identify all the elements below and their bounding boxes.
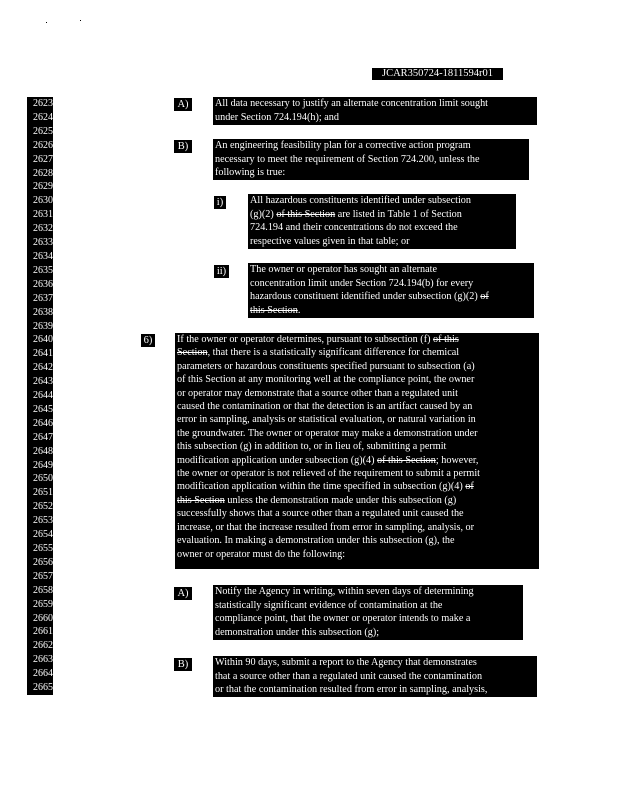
line-number: 2662 bbox=[33, 640, 53, 652]
text-line: The owner or operator has sought an alternate bbox=[250, 264, 437, 275]
text-line: evaluation. In making a demonstration under this subsection (g), the bbox=[177, 535, 455, 547]
text-run: modification application under subsection (g)(4) bbox=[177, 454, 378, 466]
text-run: (g)(2) bbox=[250, 208, 277, 220]
text-line: that a source other than a regulated unit caused the contamination bbox=[215, 670, 483, 682]
text-line: concentration limit under Section 724.194(b) for every bbox=[250, 277, 474, 289]
text-line: following is true: bbox=[215, 167, 286, 179]
line-number: 2664 bbox=[33, 668, 53, 680]
line-number: 2626 bbox=[33, 139, 53, 151]
line-number: 2644 bbox=[33, 390, 53, 402]
item-b-text bbox=[213, 139, 529, 180]
line-number: 2657 bbox=[33, 570, 53, 582]
line-number: 2660 bbox=[33, 612, 53, 624]
item-6b-text bbox=[213, 656, 537, 697]
text-line: caused the contamination or that the detection is an artifact caused by an bbox=[177, 401, 473, 413]
text-line: or that the contamination resulted from error in sampling, analysis, bbox=[215, 684, 488, 696]
text-line: compliance point, that the owner or operator intends to make a bbox=[215, 613, 471, 625]
text-line: All data necessary to justify an alternate concentration limit sought bbox=[215, 98, 488, 109]
text-line: parameters or hazardous constituents specified pursuant to subsection (a) bbox=[177, 360, 475, 372]
item-label-6: 6) bbox=[141, 334, 155, 347]
text-line bbox=[177, 480, 537, 493]
struck-text: of bbox=[465, 481, 474, 493]
text-line bbox=[177, 494, 537, 507]
item-label-b: B) bbox=[174, 140, 192, 153]
line-number: 2633 bbox=[33, 237, 53, 249]
line-number-column bbox=[27, 97, 53, 695]
item-6-text bbox=[175, 333, 539, 569]
line-number: 2651 bbox=[33, 487, 53, 499]
struck-text: of bbox=[480, 291, 489, 303]
line-number: 2639 bbox=[33, 320, 53, 332]
line-number: 2624 bbox=[33, 111, 53, 123]
item-i-text bbox=[248, 194, 516, 249]
line-number: 2653 bbox=[33, 515, 53, 527]
line-number: 2652 bbox=[33, 501, 53, 513]
text-line: An engineering feasibility plan for a corrective action program bbox=[215, 140, 471, 151]
text-line: of this Section at any monitoring well at the compliance point, the owner bbox=[177, 374, 475, 386]
item-label-6a: A) bbox=[174, 587, 192, 600]
line-number: 2642 bbox=[33, 362, 53, 374]
text-run: , that there is a statistically significant difference for chemical bbox=[207, 347, 460, 359]
text-line: owner or operator must do the following: bbox=[177, 548, 346, 560]
line-number: 2647 bbox=[33, 431, 53, 443]
item-label-a: A) bbox=[174, 98, 192, 111]
text-run: modification application within the time specified in subsection (g)(4) bbox=[177, 481, 466, 493]
line-number: 2659 bbox=[33, 598, 53, 610]
line-number: 2658 bbox=[33, 584, 53, 596]
scan-speck bbox=[46, 22, 47, 23]
text-line: under Section 724.194(h); and bbox=[215, 111, 339, 123]
text-line bbox=[250, 208, 514, 222]
item-ii-text bbox=[248, 263, 534, 318]
line-number: 2640 bbox=[33, 334, 53, 346]
struck-text: Section bbox=[177, 347, 208, 359]
struck-text: this Section bbox=[177, 494, 225, 506]
line-number: 2629 bbox=[33, 181, 53, 193]
line-number: 2665 bbox=[33, 682, 53, 694]
text-line: the groundwater. The owner or operator may make a demonstration under bbox=[177, 427, 478, 439]
line-number: 2630 bbox=[33, 195, 53, 207]
line-number: 2625 bbox=[33, 125, 53, 137]
struck-text: this Section bbox=[250, 304, 298, 316]
line-number: 2635 bbox=[33, 264, 53, 276]
text-run: . bbox=[297, 304, 301, 316]
text-line: 724.194 and their concentrations do not exceed the bbox=[250, 222, 458, 234]
line-number: 2641 bbox=[33, 348, 53, 360]
text-line: Within 90 days, submit a report to the Agency that demonstrates bbox=[215, 657, 477, 668]
line-number: 2636 bbox=[33, 278, 53, 290]
line-number: 2623 bbox=[33, 98, 53, 109]
text-line: demonstration under this subsection (g); bbox=[215, 626, 380, 638]
line-number: 2634 bbox=[33, 250, 53, 262]
document-id-header: JCAR350724-1811594r01 bbox=[372, 68, 503, 80]
text-line: the owner or operator is not relieved of the requirement to submit a permit bbox=[177, 468, 480, 480]
line-number: 2650 bbox=[33, 473, 53, 485]
text-line bbox=[250, 290, 532, 304]
text-line: error in sampling, analysis or statistical evaluation, or natural variation in bbox=[177, 414, 476, 426]
line-number: 2646 bbox=[33, 417, 53, 429]
text-run: hazardous constituent identified under subsection (g)(2) bbox=[250, 291, 481, 303]
text-line: successfully shows that a source other than a regulated unit caused the bbox=[177, 508, 464, 520]
line-number: 2632 bbox=[33, 223, 53, 235]
line-number: 2649 bbox=[33, 459, 53, 471]
struck-text: of this bbox=[433, 334, 459, 345]
line-number: 2638 bbox=[33, 306, 53, 318]
scan-speck bbox=[80, 20, 81, 21]
item-label-ii: ii) bbox=[214, 265, 229, 278]
line-number: 2637 bbox=[33, 292, 53, 304]
text-line: this subsection (g) in addition to, or in lieu of, submitting a permit bbox=[177, 441, 447, 453]
text-line: or operator may demonstrate that a source other than a regulated unit bbox=[177, 387, 458, 399]
line-number: 2654 bbox=[33, 529, 53, 541]
text-line: statistically significant evidence of contamination at the bbox=[215, 599, 443, 611]
text-run: ; however, bbox=[435, 454, 479, 466]
item-label-6b: B) bbox=[174, 658, 192, 671]
line-number: 2631 bbox=[33, 209, 53, 221]
text-run: unless the demonstration made under this subsection (g) bbox=[224, 494, 457, 506]
text-run: If the owner or operator determines, pursuant to subsection (f) bbox=[177, 334, 434, 345]
text-run: are listed in Table 1 of Section bbox=[335, 208, 462, 220]
line-number: 2645 bbox=[33, 403, 53, 415]
line-number: 2661 bbox=[33, 626, 53, 638]
line-number: 2655 bbox=[33, 543, 53, 555]
line-number: 2628 bbox=[33, 167, 53, 179]
text-line: increase, or that the increase resulted from error in sampling, analysis, or bbox=[177, 521, 475, 533]
item-6a-text bbox=[213, 585, 523, 640]
item-a-text bbox=[213, 97, 537, 125]
text-line: All hazardous constituents identified under subsection bbox=[250, 195, 471, 206]
line-number: 2663 bbox=[33, 654, 53, 666]
text-line: Notify the Agency in writing, within seven days of determining bbox=[215, 586, 474, 597]
text-line bbox=[250, 304, 532, 318]
text-line bbox=[177, 346, 537, 359]
line-number: 2643 bbox=[33, 376, 53, 388]
line-number: 2627 bbox=[33, 153, 53, 165]
line-number: 2656 bbox=[33, 556, 53, 568]
text-line bbox=[177, 454, 537, 467]
text-line bbox=[177, 333, 537, 346]
item-label-i: i) bbox=[214, 196, 226, 209]
text-line: respective values given in that table; or bbox=[250, 235, 410, 247]
text-line: necessary to meet the requirement of Section 724.200, unless the bbox=[215, 153, 480, 165]
line-number: 2648 bbox=[33, 445, 53, 457]
struck-text: of this Section bbox=[377, 454, 436, 466]
struck-text: of this Section bbox=[276, 208, 336, 220]
